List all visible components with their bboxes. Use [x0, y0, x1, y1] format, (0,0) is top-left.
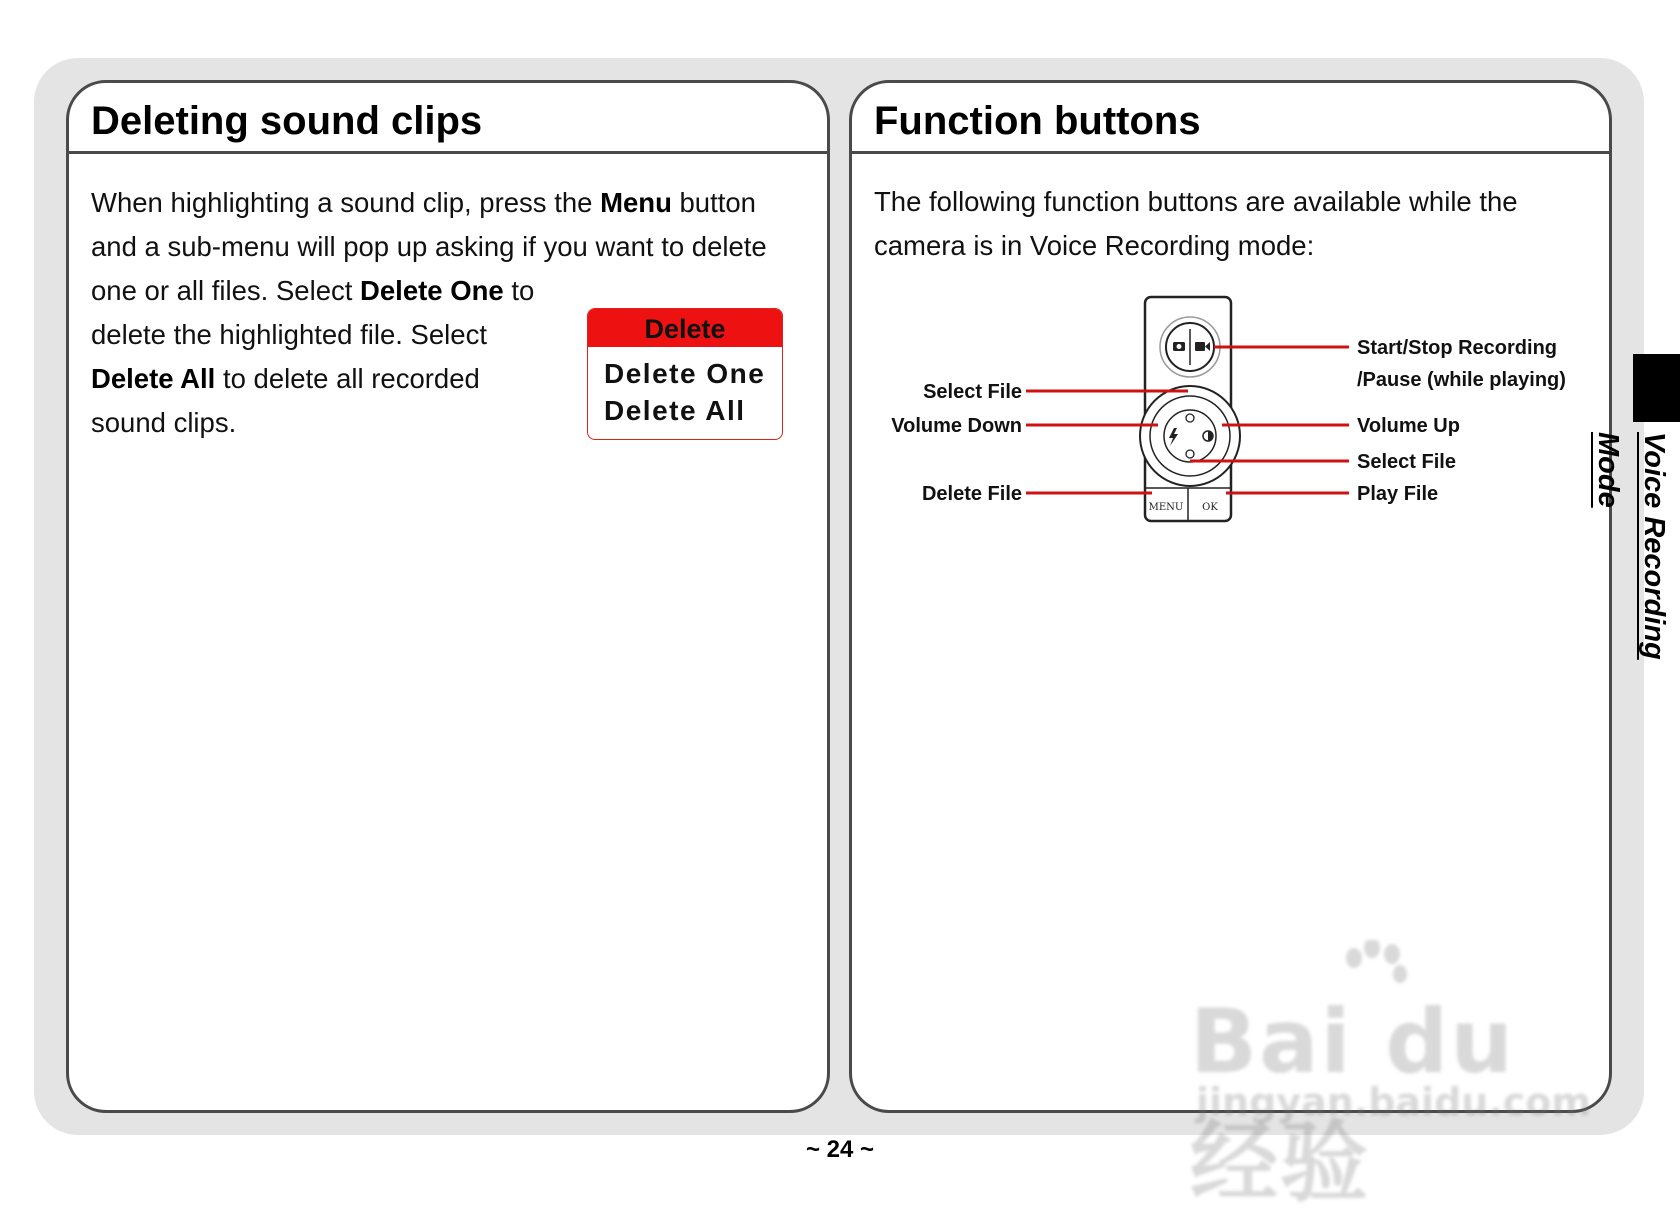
baidu-watermark	[1190, 940, 1591, 1214]
panel-title: Function buttons	[874, 99, 1201, 143]
bold-term: Delete All	[91, 363, 216, 394]
camera-device-illustration	[1140, 297, 1240, 521]
text-run: one or all files. Select	[91, 275, 361, 306]
paragraph-line	[91, 181, 821, 225]
delete-all-option: Delete All	[604, 395, 746, 426]
deleting-sound-clips-panel	[66, 80, 830, 1113]
camera-buttons-diagram	[852, 83, 1615, 683]
panel-header	[69, 83, 827, 154]
camera-icon	[1173, 342, 1185, 351]
delete-one-option: Delete One	[604, 358, 766, 389]
paragraph-line	[91, 269, 821, 313]
callout-start-stop-recording: Start/Stop Recording	[1357, 337, 1558, 359]
callout-delete-file: Delete File	[921, 483, 1022, 505]
watermark-main-text: Bai du 经验	[1190, 990, 1515, 1214]
text-run: to	[503, 275, 535, 306]
callout-play-file: Play File	[1357, 483, 1439, 505]
intro-line: The following function buttons are available while the	[874, 186, 1518, 217]
intro-line: camera is in Voice Recording mode:	[874, 230, 1315, 261]
callout-volume-up: Volume Up	[1357, 415, 1460, 437]
chapter-side-label: Voice Recording Mode	[1592, 432, 1670, 660]
callout-select-file-right: Select File	[1357, 451, 1456, 473]
navigation-pad	[1140, 386, 1240, 486]
callout-select-file-left: Select File	[923, 381, 1022, 403]
ok-button-label: OK	[1202, 502, 1218, 513]
delete-submenu-header: Delete	[588, 309, 782, 347]
callout-pause-while-playing: /Pause (while playing)	[1357, 369, 1566, 391]
delete-submenu-illustration	[587, 308, 783, 440]
menu-button-label: MENU	[1148, 502, 1184, 513]
page-number: ~ 24 ~	[805, 1136, 875, 1163]
bold-term: Delete One	[360, 275, 504, 306]
text-run: delete the highlighted file. Select	[91, 319, 487, 350]
text-run: When highlighting a sound clip, press the	[91, 187, 601, 218]
text-run: and a sub-menu will pop up asking if you want to delete	[91, 231, 767, 262]
panel-title: Deleting sound clips	[91, 99, 483, 143]
text-run: to delete all recorded	[215, 363, 480, 394]
watermark-url-text: jingyan.baidu.com	[1196, 1080, 1591, 1124]
text-run: sound clips.	[91, 407, 237, 438]
chapter-side-tab	[1633, 354, 1680, 422]
bold-term: Menu	[600, 187, 672, 218]
paragraph-line	[91, 225, 821, 269]
text-run: button	[671, 187, 756, 218]
callout-volume-down: Volume Down	[891, 415, 1022, 437]
